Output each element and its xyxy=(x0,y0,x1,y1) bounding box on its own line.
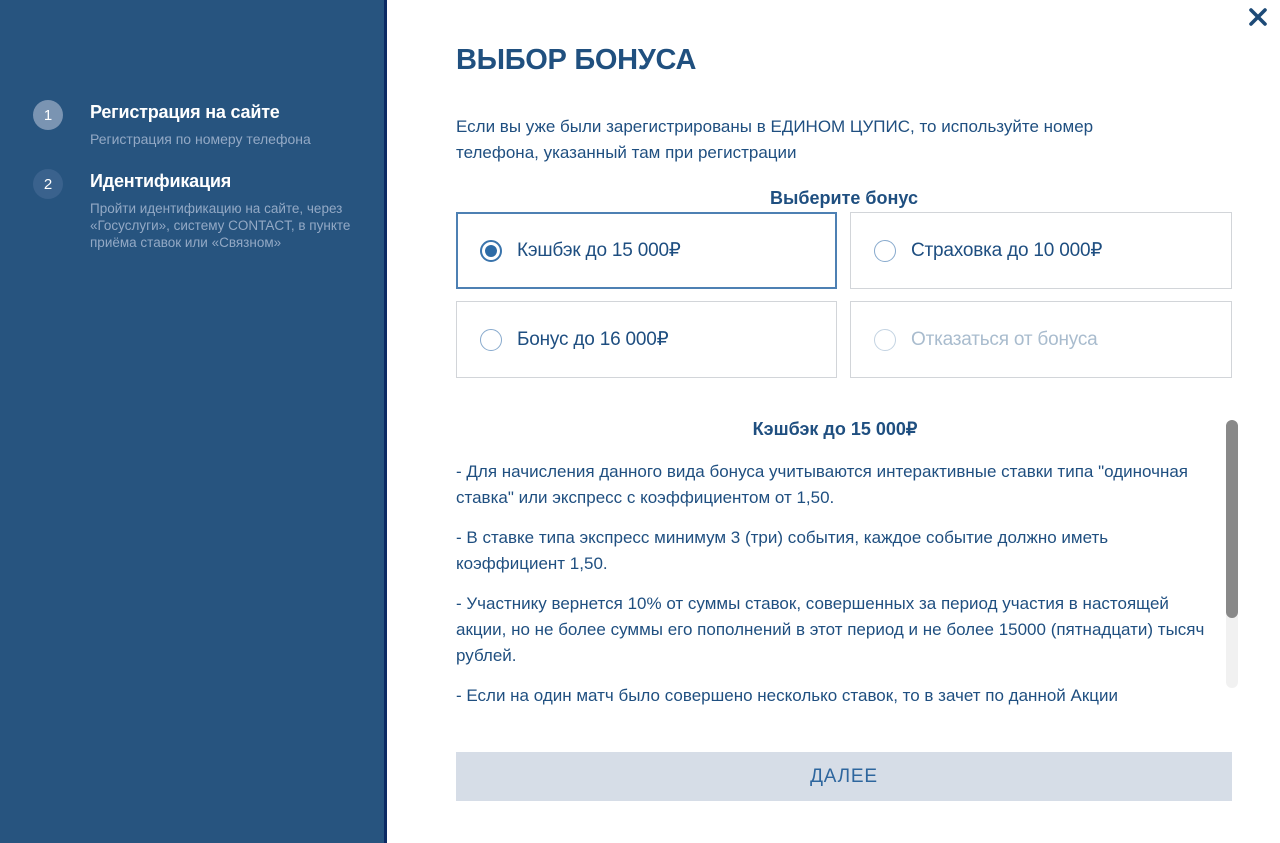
choose-bonus-heading: Выберите бонус xyxy=(770,188,918,208)
radio-unselected-icon[interactable] xyxy=(874,240,896,262)
details-scrollbar-thumb[interactable] xyxy=(1226,420,1238,618)
bonus-option-refuse[interactable] xyxy=(850,301,1232,378)
registration-steps-sidebar xyxy=(0,0,387,843)
step-title: Идентификация xyxy=(90,171,231,191)
bonus-option-label: Кэшбэк до 15 000₽ xyxy=(517,240,681,261)
details-paragraph: - Если на один матч было совершено несколько ставок, то в зачет по данной Акции xyxy=(456,686,1119,705)
bonus-option-bonus[interactable] xyxy=(456,301,837,378)
intro-text: Если вы уже были зарегистрированы в ЕДИНОМ ЦУПИС, то используйте номер телефона, указанный там при регистрации xyxy=(456,117,1094,162)
step-number-badge: 2 xyxy=(33,169,63,199)
sidebar-step-identification[interactable] xyxy=(33,169,358,251)
next-button[interactable]: ДАЛЕЕ xyxy=(456,752,1232,801)
page-title: ВЫБОР БОНУСА xyxy=(456,44,697,76)
details-paragraph: - Для начисления данного вида бонуса учитываются интерактивные ставки типа "одиночная ставка" или экспресс с коэффициентом от 1,50. xyxy=(456,462,1188,507)
bonus-option-label: Страховка до 10 000₽ xyxy=(911,240,1103,261)
step-subtitle: Регистрация по номеру телефона xyxy=(90,131,311,147)
details-paragraph: - В ставке типа экспресс минимум 3 (три) события, каждое событие должно иметь коэффициент 1,50. xyxy=(456,528,1109,573)
close-icon[interactable] xyxy=(1248,7,1268,27)
bonus-option-label: Отказаться от бонуса xyxy=(911,328,1098,350)
radio-disabled-icon[interactable] xyxy=(874,329,896,351)
bonus-options-grid xyxy=(456,212,1232,378)
step-subtitle: Пройти идентификацию на сайте, через «Госуслуги», систему CONTACT, в пункте приёма ставок или «Связном» xyxy=(90,201,351,250)
details-paragraph: - Участнику вернется 10% от суммы ставок, совершенных за период участия в настоящей акции, но не более суммы его пополнений в этот период и не более 15000 (пятнадцати) тысяч рублей. xyxy=(456,594,1205,665)
radio-unselected-icon[interactable] xyxy=(480,329,502,351)
sidebar-step-registration[interactable] xyxy=(33,100,358,148)
bonus-option-cashback[interactable] xyxy=(456,212,837,289)
bonus-selection-panel xyxy=(390,0,1280,843)
bonus-option-label: Бонус до 16 000₽ xyxy=(517,329,669,350)
step-title: Регистрация на сайте xyxy=(90,102,280,122)
bonus-details-text xyxy=(456,459,1214,705)
bonus-option-insurance[interactable] xyxy=(850,212,1232,289)
radio-selected-icon[interactable] xyxy=(480,240,502,262)
step-number-badge: 1 xyxy=(33,100,63,130)
details-scrollbar-track[interactable] xyxy=(1226,420,1238,688)
bonus-details-title: Кэшбэк до 15 000₽ xyxy=(752,419,918,439)
